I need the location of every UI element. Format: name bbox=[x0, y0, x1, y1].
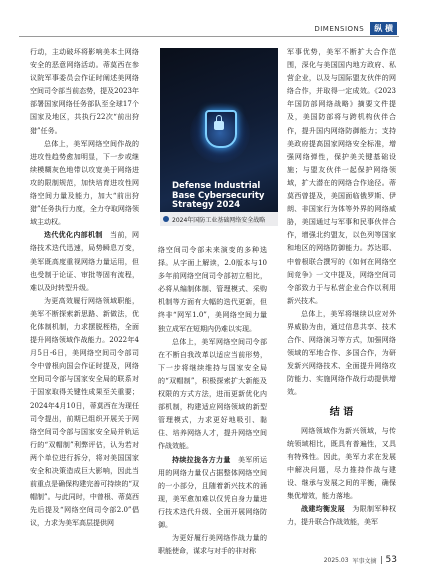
paragraph: 军事优势，美军不断扩大合作范围，深化与美国国内地方政府、私营企业，以及与国际盟友伙伴的网络合作，并取得一定成效。《2023年国防部网络战略》摘要文件提及，美国防部将与跨机构伙伴合作，提升国内网络防御能力；支持美政府提高国家网络安全标准，增强网络弹性，保护美关键基础设施；与盟友伙伴一起保护网络领域，扩大潜在的网络合作途径。蒂莫西曾提及，美国面临俄罗斯、伊朗、非国家行为体等外界的网络威胁，美国通过与军事和民事伙伴合作，增强北约盟友，以色列等国家和地区的网络防御能力。苏达耶、中曾根联合撰写的《如何在网络空间竞争》一文中提及，网络空间司令部致力于与私营企业合作以利用新兴技术。 bbox=[287, 48, 396, 305]
column-right bbox=[287, 46, 396, 566]
subsection-heading: 持续拉拢各方力量 bbox=[172, 455, 231, 464]
conclusion-heading: 结 语 bbox=[329, 406, 354, 418]
section-name: DIMENSIONS bbox=[314, 24, 365, 33]
page-footer bbox=[324, 555, 397, 565]
paragraph: 总体上，美军网络空间作战的进攻性趋势愈加明显，下一步或继续模糊灰色地带以攻宽美于网络进攻的限制规范，加快培育进攻性网络空间力量及能力，加大“前出狩猎”任务执行力度，全力夺取网络领域主动权。 bbox=[30, 139, 139, 227]
figure-caption bbox=[160, 212, 278, 226]
paragraph: 为更好履行美网络作战力量的职能使命，谋求与对手的非对称 bbox=[158, 534, 267, 556]
footer-divider bbox=[381, 556, 382, 564]
section-tag: 纵 横 bbox=[370, 22, 397, 35]
column-middle bbox=[158, 244, 267, 566]
paragraph: 网络领域作为新兴领域，与传统领域相比，既具有普遍性，又具有特殊性。因此，美军力求在发展中解决问题，尽力推持作战与建设、继承与发展之间的平衡，确保集优增效，能力落地。 bbox=[287, 426, 396, 501]
subsection-paragraph bbox=[158, 454, 267, 533]
subsection-heading: 战建均衡发展 bbox=[301, 505, 345, 514]
paragraph-text: 当前，网络技术迭代迅速，局势瞬息万变，美军既高度重视网络力量运用，但也受制于论证、审批等固有流程，难以及时转型升级。 bbox=[30, 231, 139, 292]
page-header bbox=[314, 22, 397, 35]
caption-text: 2024年国防工业基础网络安全战略 bbox=[172, 216, 266, 224]
caption-bullet-icon bbox=[163, 216, 169, 222]
header-rule bbox=[19, 36, 399, 37]
report-cover-figure bbox=[160, 48, 278, 226]
column-left bbox=[30, 46, 139, 566]
paragraph: 为更高效履行网络领域职能，美军不断探索新思路、新做法，优化体制机制，力求摆脱桎梏，全面提升网络领域作战能力。2022年4月5日-6日，美网络空间司令部司令中曾根向国会作证时提及，网络空间司令部与国家安全局的联系对于国家取得关键性成果至关重要；2024年4月10日，蒂莫西在为现任司令提出，前期已组织开展关于网络空间司令部与国家安全局并轨运行的“双帽制”利弊评估，认为若对两个单位进行拆分，将对美国国家安全和决策造成巨大影响，因此当前重点是确保构建完善可持续的“双帽制”。与此同时，中曾根、蒂莫西先后提及“网络空间司令部2.0”倡议，力求为美军高层提供网 bbox=[30, 296, 139, 528]
journal-name: 军事文摘 bbox=[352, 557, 377, 565]
subsection-heading: 迭代优化内部机制 bbox=[44, 231, 103, 240]
paragraph: 络空间司令部未来演变的多种选择。从字面上解读，2.0版本与10多年前网络空间司令部初立相比，必将从编制体制、管理模式、采购机制等方面有大幅的迭代更新，但终非“网军1.0”，美网络空间力量独立成军在短期内仍难以实现。 bbox=[158, 246, 267, 333]
paragraph-text: 为限制军种权力，提升联合作战效能，美军 bbox=[287, 505, 396, 527]
page-number: 53 bbox=[385, 555, 397, 565]
paragraph: 总体上，美军将继续以应对外界威胁为由，通过信息共享、技术合作、网络演习等方式，加强网络领域的军地合作、多国合作，为研发新兴网络技术、全面提升网络攻防能力、实施网络作战行动提供增效。 bbox=[287, 309, 396, 397]
subsection-paragraph bbox=[287, 503, 396, 529]
lock-icon bbox=[214, 121, 224, 130]
paragraph: 总体上，美军网络空间司令部在不断自我改革以适应当前形势，下一步将继续维持与国家安全局的“双帽制”，积极探索扩大新能及权限的方式方法，进而更新优化内部机制，构建适应网络领域的新型管理模式，力求更好地吸引、黏住、培养网络人才，提升网络空间作战效能。 bbox=[158, 337, 267, 451]
paragraph: 行动，主动破坏将影响美本土网络安全的恶意网络活动。蒂莫西在参议院军事委员会作证时阐述美网络空间司令部当前态势，提及2023年部署国家网络任务部队至全球17个国家及地区，共执行22次“前出狩猎”任务。 bbox=[30, 48, 139, 135]
cover-title: Defense Industrial Base Cybersecurity Strategy 2024 bbox=[172, 181, 265, 210]
paragraph-text: 美军所运用的网络力量仅占据整体网络空间的一小部分，且随着新兴技术的涌现，美军愈加难以仅凭自身力量进行技术迭代升级、全面开展网络防御。 bbox=[158, 455, 267, 529]
issue-date: 2025.03 bbox=[323, 556, 349, 564]
subsection-paragraph bbox=[30, 229, 139, 294]
